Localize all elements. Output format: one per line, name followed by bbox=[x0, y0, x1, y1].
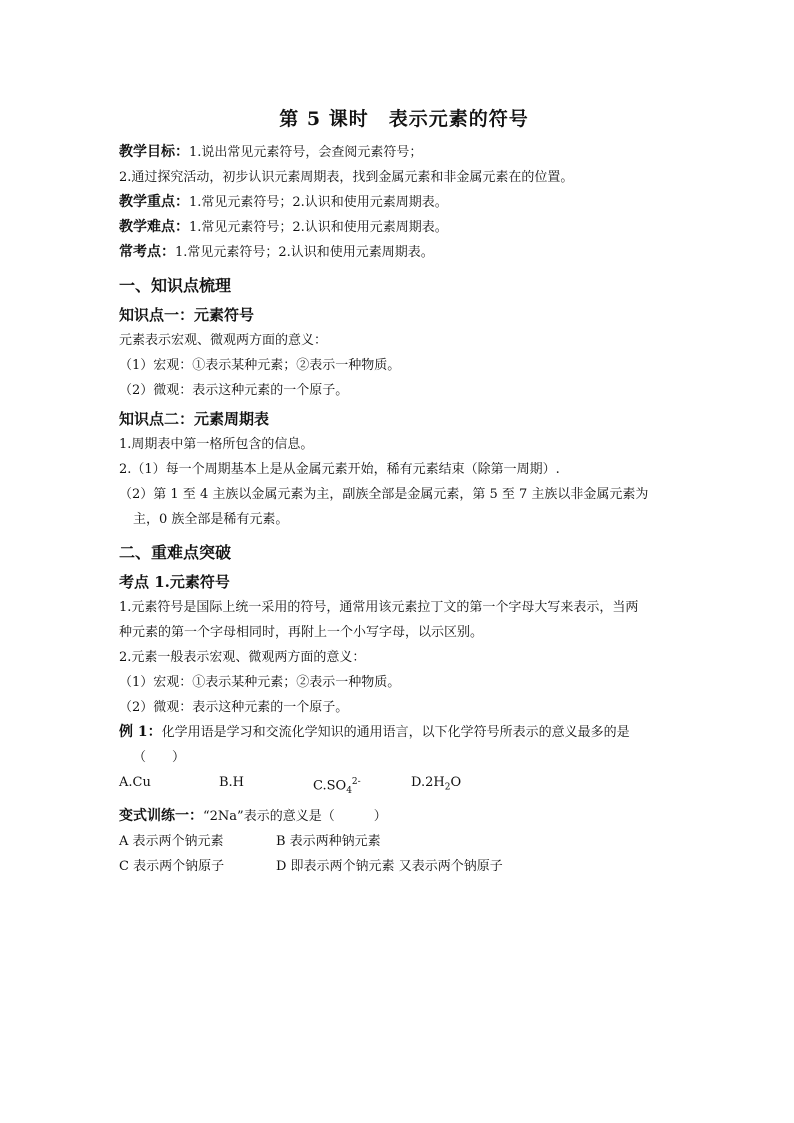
variant1-option-b: B 表示两种钠元素 bbox=[276, 833, 381, 849]
objectives-text-1: 1.说出常见元素符号，会查阅元素符号； bbox=[189, 145, 423, 160]
section2-heading: 二、重难点突破 bbox=[119, 543, 232, 562]
variant1-question: “2Na”表示的意义是（ ） bbox=[203, 808, 387, 824]
difficulties-text: 1.常见元素符号；2.认识和使用元素周期表。 bbox=[189, 220, 448, 235]
kp1-heading: 知识点一：元素符号 bbox=[119, 306, 255, 324]
difficulties-line bbox=[119, 215, 679, 240]
kp2-line-1: 1.周期表中第一格所包含的信息。 bbox=[119, 437, 314, 452]
kp2-heading: 知识点二：元素周期表 bbox=[119, 410, 270, 428]
kp2-line-2: 2.（1）每一个周期基本上是从金属元素开始，稀有元素结束（除第一周期）. bbox=[119, 462, 560, 477]
example1-option-b: B.H bbox=[219, 775, 245, 790]
lesson-title: 第 5 课时 表示元素的符号 bbox=[279, 108, 529, 130]
section1-heading: 一、知识点梳理 bbox=[119, 276, 232, 295]
example1-option-d bbox=[411, 770, 531, 804]
example1-question-line-1 bbox=[119, 720, 679, 745]
variant1-options-row-1 bbox=[119, 829, 679, 854]
objectives-line-2: 2.通过探究活动，初步认识元素周期表，找到金属元素和非金属元素在的位置。 bbox=[119, 170, 574, 185]
common-test-text: 1.常见元素符号；2.认识和使用元素周期表。 bbox=[175, 245, 434, 260]
topic1-heading: 考点 1.元素符号 bbox=[119, 573, 230, 591]
kp1-line-3: （2）微观：表示这种元素的一个原子。 bbox=[119, 383, 349, 398]
common-test-line bbox=[119, 240, 679, 265]
variant1-question-line bbox=[119, 804, 679, 829]
document-content bbox=[119, 104, 679, 879]
example1-label: 例 1： bbox=[119, 724, 162, 740]
option-d-prefix: D.2H bbox=[411, 775, 445, 790]
option-d-subscript: 2 bbox=[444, 782, 451, 793]
topic1-p1-line-2: 种元素的第一个字母相同时，再附上一个小写字母，以示区别。 bbox=[119, 625, 484, 640]
variant1-option-c: C 表示两个钠原子 bbox=[119, 858, 225, 874]
example1-question-line-2: （ ） bbox=[133, 750, 186, 765]
topic1-p4: （2）微观：表示这种元素的一个原子。 bbox=[119, 700, 349, 715]
key-points-line bbox=[119, 190, 679, 215]
topic1-p2: 2.元素一般表示宏观、微观两方面的意义： bbox=[119, 650, 366, 665]
example1-option-c bbox=[313, 770, 411, 804]
option-c-prefix: C.SO bbox=[313, 778, 347, 794]
option-c-subscript: 4 bbox=[346, 785, 352, 796]
difficulties-label: 教学难点： bbox=[119, 219, 189, 235]
topic1-p3: （1）宏观：①表示某种元素；②表示一种物质。 bbox=[119, 675, 401, 690]
key-points-label: 教学重点： bbox=[119, 194, 189, 210]
example1-options bbox=[119, 770, 679, 804]
objectives-label: 教学目标： bbox=[119, 144, 189, 160]
kp2-line-3: （2）第 1 至 4 主族以金属元素为主，副族全部是金属元素，第 5 至 7 主族以非金属元素为 bbox=[119, 487, 649, 502]
common-test-label: 常考点： bbox=[119, 244, 175, 260]
objectives-line-1 bbox=[119, 140, 679, 165]
kp1-line-1: 元素表示宏观、微观两方面的意义： bbox=[119, 333, 328, 348]
kp2-line-4: 主，0 族全部是稀有元素。 bbox=[133, 512, 289, 527]
variant1-options-row-2 bbox=[119, 854, 679, 879]
example1-question-text: 化学用语是学习和交流化学知识的通用语言，以下化学符号所表示的意义最多的是 bbox=[161, 725, 630, 740]
option-c-superscript: 2- bbox=[351, 777, 361, 787]
variant1-option-a: A 表示两个钠元素 bbox=[119, 833, 224, 849]
kp1-line-2: （1）宏观：①表示某种元素；②表示一种物质。 bbox=[119, 358, 401, 373]
example1-option-a: A.Cu bbox=[119, 775, 151, 790]
key-points-text: 1.常见元素符号；2.认识和使用元素周期表。 bbox=[189, 195, 448, 210]
variant1-label: 变式训练一： bbox=[119, 807, 203, 824]
variant1-option-d: D 即表示两个钠元素 又表示两个钠原子 bbox=[276, 858, 503, 874]
topic1-p1-line-1: 1.元素符号是国际上统一采用的符号，通常用该元素拉丁文的第一个字母大写来表示，当两 bbox=[119, 600, 639, 615]
option-d-suffix: O bbox=[450, 775, 462, 790]
